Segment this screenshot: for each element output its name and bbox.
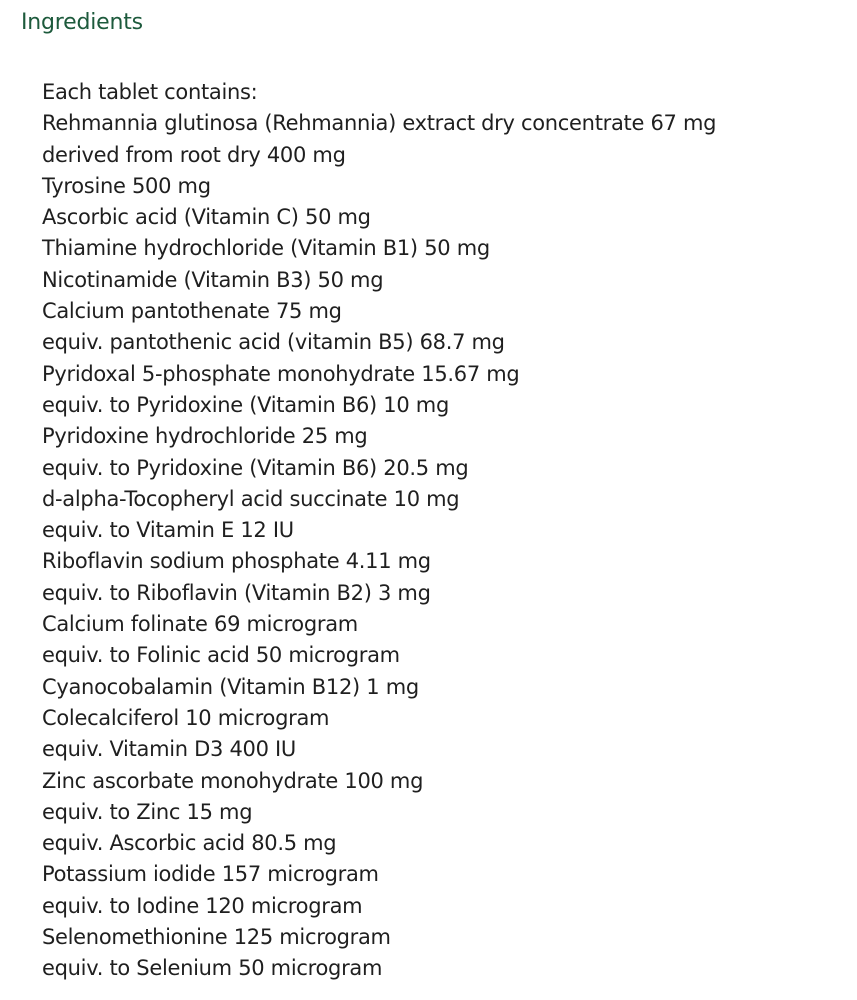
ingredient-line: equiv. to Pyridoxine (Vitamin B6) 20.5 mg [42,455,469,480]
ingredient-line: Zinc ascorbate monohydrate 100 mg [42,768,424,793]
ingredient-line: Pyridoxine hydrochloride 25 mg [42,424,368,449]
ingredient-line: equiv. to Riboflavin (Vitamin B2) 3 mg [42,580,431,605]
ingredients-intro: Each tablet contains: [42,80,258,104]
ingredient-line: d-alpha-Tocopheryl acid succinate 10 mg [42,486,460,511]
ingredient-line: equiv. to Iodine 120 microgram [42,893,363,918]
ingredients-body [42,77,842,985]
ingredient-line: Nicotinamide (Vitamin B3) 50 mg [42,267,384,292]
ingredient-line: Rehmannia glutinosa (Rehmannia) extract dry concentrate 67 mg [42,111,717,136]
ingredient-line: equiv. to Zinc 15 mg [42,799,253,824]
ingredient-line: Potassium iodide 157 microgram [42,862,379,887]
ingredient-line: equiv. to Selenium 50 microgram [42,956,383,981]
ingredient-line: Thiamine hydrochloride (Vitamin B1) 50 mg [42,236,490,261]
ingredient-line: Calcium pantothenate 75 mg [42,299,342,324]
ingredient-line: Tyrosine 500 mg [42,173,211,198]
ingredient-line: Pyridoxal 5-phosphate monohydrate 15.67 mg [42,361,520,386]
ingredient-line: Selenomethionine 125 microgram [42,925,391,950]
ingredient-line: Colecalciferol 10 microgram [42,705,330,730]
ingredient-line: derived from root dry 400 mg [42,142,346,167]
ingredient-line: equiv. to Vitamin E 12 IU [42,518,294,543]
ingredient-line: equiv. to Pyridoxine (Vitamin B6) 10 mg [42,392,449,417]
ingredient-line: equiv. pantothenic acid (vitamin B5) 68.7 mg [42,330,505,355]
ingredient-line: Calcium folinate 69 microgram [42,612,358,637]
ingredient-line: equiv. Vitamin D3 400 IU [42,737,296,762]
ingredient-list [42,108,842,984]
ingredient-line: Ascorbic acid (Vitamin C) 50 mg [42,205,371,230]
ingredients-heading: Ingredients [21,10,143,35]
ingredient-line: equiv. Ascorbic acid 80.5 mg [42,831,337,856]
ingredient-line: equiv. to Folinic acid 50 microgram [42,643,400,668]
ingredient-line: Cyanocobalamin (Vitamin B12) 1 mg [42,674,419,699]
ingredient-line: Riboflavin sodium phosphate 4.11 mg [42,549,431,574]
